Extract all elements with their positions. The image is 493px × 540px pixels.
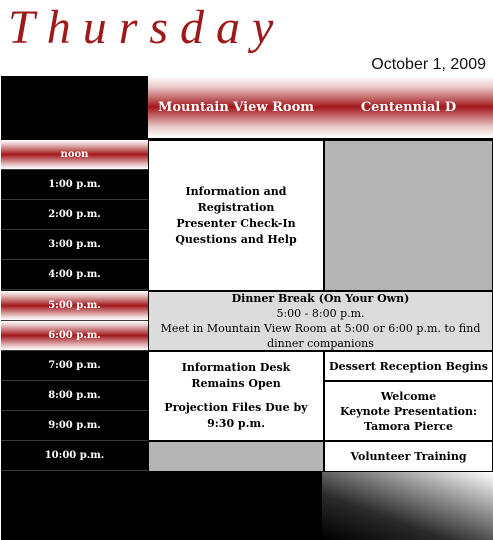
registration-line-2: Presenter Check-In: [176, 216, 296, 230]
centennial-empty-block: [324, 140, 493, 291]
time-3pm: 3:00 p.m.: [1, 230, 148, 260]
registration-line-1: Information and Registration: [185, 184, 287, 214]
time-2pm: 2:00 p.m.: [1, 200, 148, 230]
keynote-cell: [324, 381, 493, 441]
time-7pm: 7:00 p.m.: [1, 351, 148, 381]
time-9pm: 9:00 p.m.: [1, 411, 148, 441]
dessert-reception-cell: Dessert Reception Begins: [324, 351, 493, 381]
time-4pm: 4:00 p.m.: [1, 260, 148, 290]
dinner-time: 5:00 - 8:00 p.m.: [276, 307, 365, 320]
registration-line-3: Questions and Help: [175, 232, 297, 246]
column-header-centennial-d: Centennial D: [324, 76, 493, 138]
dinner-note: Meet in Mountain View Room at 5:00 or 6:00 p.m. to find dinner companions: [160, 322, 481, 350]
projection-text: Projection Files Due by 9:30 p.m.: [164, 401, 308, 430]
column-header-mountain-view: Mountain View Room: [148, 76, 324, 138]
registration-cell: [148, 140, 324, 291]
mountain-view-late-empty: [148, 441, 324, 472]
time-5pm: 5:00 p.m.: [1, 291, 148, 321]
day-title: Thursday: [8, 1, 286, 54]
volunteer-training-cell: Volunteer Training: [324, 441, 493, 472]
time-10pm: 10:00 p.m.: [1, 441, 148, 471]
date-label: October 1, 2009: [371, 56, 486, 73]
keynote-line-1: Welcome: [380, 389, 437, 403]
decorative-gradient: [322, 472, 493, 540]
keynote-line-2: Keynote Presentation:: [339, 404, 478, 418]
mountain-view-evening-cell: [148, 351, 324, 441]
dinner-break-cell: [148, 291, 493, 351]
dinner-title: Dinner Break (On Your Own): [231, 292, 410, 305]
time-6pm: 6:00 p.m.: [1, 321, 148, 351]
time-noon: noon: [1, 140, 148, 170]
time-1pm: 1:00 p.m.: [1, 170, 148, 200]
time-8pm: 8:00 p.m.: [1, 381, 148, 411]
info-desk-text: Information Desk Remains Open: [181, 361, 291, 390]
keynote-line-3: Tamora Pierce: [364, 419, 453, 433]
